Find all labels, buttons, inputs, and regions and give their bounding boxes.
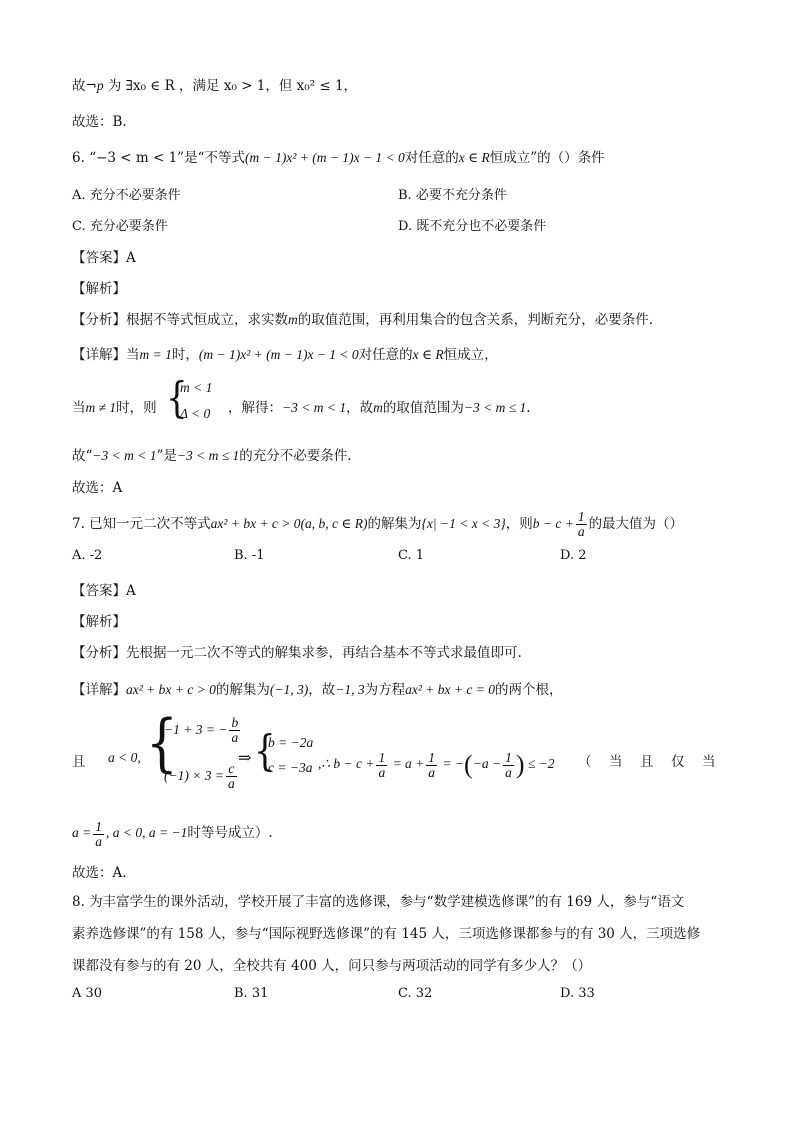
text: ，故 (308, 682, 336, 698)
q6-option-a: A. 充分不必要条件 (72, 188, 181, 203)
q8-option-d: D. 33 (560, 986, 595, 1001)
denominator: a (227, 776, 235, 792)
text: 时， (171, 347, 199, 363)
math: p (96, 78, 104, 93)
text: ，则 (505, 516, 533, 533)
text: 当 (72, 400, 86, 416)
denominator: a (231, 730, 239, 746)
q8-option-c: C. 32 (398, 986, 433, 1001)
text: 为方程 (364, 682, 406, 698)
text: “−3 < m < 1”是“不等式 (89, 150, 245, 166)
math: −1, 3 (335, 682, 365, 697)
denominator: a (577, 524, 585, 540)
text: 的最大值为（） (588, 516, 684, 533)
q7-option-b: B. -1 (234, 548, 265, 563)
text: 的充分不必要条件. (239, 448, 352, 464)
denominator: a (95, 834, 102, 850)
q6-option-d: D. 既不充分也不必要条件 (398, 219, 547, 234)
text: 时，则 (116, 400, 157, 416)
math: m = 1 (139, 347, 172, 362)
math: x ∈ R (458, 150, 490, 165)
q7-choose: 故选：A. (72, 865, 127, 881)
q7-system-eq1 (164, 716, 242, 745)
q8-option-a: A 30 (72, 986, 103, 1001)
text: 故“ (72, 448, 93, 464)
math: ax² + bx + c > 0 (210, 516, 301, 532)
q8-line2: 素养选修课”的有 158 人，参与“国际视野选修课”的有 145 人，三项选修课都参与的有 30 人，三项选修 (72, 926, 701, 942)
math: ≤ −2 (527, 756, 555, 772)
math: (m − 1)x² + (m − 1)x − 1 < 0 (198, 347, 359, 362)
denominator: a (378, 765, 386, 781)
text: ”是 (156, 448, 177, 464)
text: 恒成立， (443, 347, 498, 363)
q6-system-line1: m < 1 (180, 380, 213, 395)
denominator: a (428, 765, 436, 781)
therefore: ,∴ (318, 756, 330, 772)
math: (−1, 3) (269, 682, 309, 697)
text: 【分析】根据不等式恒成立，求实数 (72, 312, 288, 328)
math: (−1) × 3 = (164, 767, 224, 783)
fraction (576, 510, 587, 539)
math: ax² + bx + c > 0 (126, 682, 216, 697)
text: 的取值范围为 (382, 400, 464, 416)
text: 7. 已知一元二次不等式 (72, 516, 211, 533)
line-2: 故选：B. (72, 114, 127, 130)
line-1 (72, 74, 357, 94)
q8-option-b: B. 31 (234, 986, 269, 1001)
q7-system-eq2 (164, 762, 239, 791)
q7-option-c: C. 1 (398, 548, 425, 563)
math: b − c + (333, 756, 375, 772)
q6-stem (72, 146, 605, 166)
q7-option-d: D. 2 (560, 548, 587, 563)
math: −3 < m ≤ 1 (176, 448, 240, 463)
fraction (503, 751, 514, 780)
q7-jiexi: 【解析】 (72, 614, 126, 630)
q7-answer: 【答案】A (72, 583, 136, 599)
denominator: a (505, 765, 512, 781)
numerator: 1 (95, 819, 102, 834)
numerator: 1 (378, 749, 386, 765)
numerator: 1 (428, 749, 436, 765)
math: a = (72, 825, 92, 841)
q6-fenxi (72, 308, 653, 328)
text: ，解得： (228, 400, 282, 416)
text: 【详解】当 (72, 347, 140, 363)
fraction (426, 751, 437, 780)
q6-option-c: C. 充分必要条件 (72, 219, 168, 234)
q7-tail: （ 当 且 仅 当 (578, 754, 718, 770)
q7-result-c: c = −3a (268, 760, 313, 775)
numerator: c (226, 762, 237, 777)
q6-jiexi: 【解析】 (72, 281, 126, 297)
q7-stem (72, 510, 683, 539)
q8-line3: 课都没有参与的有 20 人，全校共有 400 人，问只参与两项活动的同学有多少人？（） (72, 958, 592, 974)
text: 的解集为 (367, 516, 422, 533)
q7-a-lt-0: a < 0, (108, 750, 141, 765)
brace-icon: { (166, 373, 188, 424)
math: x ∈ R (412, 347, 444, 362)
q6-choose: 故选：A (72, 480, 123, 496)
q7-fenxi: 【分析】先根据一元二次不等式的解集求参，再结合基本不等式求最值即可. (72, 645, 522, 661)
q7-qie: 且 (72, 754, 86, 770)
q6-system-line2: Δ < 0 (180, 406, 211, 421)
text: 为 ∃x (103, 78, 141, 94)
q6-answer: 【答案】A (72, 250, 136, 266)
math: −1 + 3 = − (164, 721, 228, 737)
math: (m − 1)x² + (m − 1)x − 1 < 0 (244, 150, 405, 165)
fraction (226, 762, 237, 791)
text: 对任意的 (404, 150, 459, 166)
q6-conclusion (72, 444, 352, 464)
math: , a < 0, a = −1 (106, 825, 188, 841)
brace-icon: { (146, 707, 178, 780)
text: . (526, 400, 531, 416)
text: ∈ R ，满足 x₀ > 1，但 x₀² ≤ 1， (146, 78, 358, 94)
text: 故¬ (72, 78, 97, 94)
fraction (229, 716, 240, 745)
q7-xiangjie (72, 678, 562, 698)
numerator: b (231, 715, 239, 730)
math: {x| −1 < x < 3} (421, 516, 506, 532)
q-number: 6. (72, 150, 85, 166)
fraction (93, 820, 104, 849)
q8-line1: 8. 为丰富学生的课外活动，学校开展了丰富的选修课，参与“数学建模选修课”的有 169 人，参与“语文 (72, 894, 685, 910)
math: −3 < m ≤ 1 (463, 400, 527, 415)
q7-option-a: A. -2 (72, 548, 103, 563)
text: 【详解】 (72, 682, 126, 698)
math: m (288, 312, 298, 327)
math: m ≠ 1 (85, 400, 117, 415)
math: = a + (392, 756, 425, 772)
math: −3 < m < 1 (282, 400, 347, 415)
math: m (373, 400, 383, 415)
q6-case-result (228, 396, 531, 416)
q6-xiangjie (72, 343, 498, 363)
fraction (376, 751, 387, 780)
math: −3 < m < 1 (92, 448, 157, 463)
text: ，故 (346, 400, 374, 416)
text: 的两个根， (494, 682, 563, 698)
q6-option-b: B. 必要不充分条件 (398, 188, 507, 203)
math: (a, b, c ∈ R) (300, 516, 368, 532)
text: 对任意的 (358, 347, 413, 363)
numerator: 1 (577, 509, 585, 524)
numerator: 1 (505, 749, 512, 765)
text: 恒成立”的（）条件 (489, 150, 605, 166)
text: 的解集为 (215, 682, 270, 698)
brace-icon: { (254, 726, 276, 777)
math: −a − (472, 756, 502, 772)
q7-result-b: b = −2a (268, 735, 314, 750)
math: ax² + bx + c = 0 (405, 682, 495, 697)
q6-case-lead (72, 396, 157, 416)
math: = − (442, 756, 465, 772)
math: b − c + (532, 516, 574, 532)
q7-derivation: ,∴ b − c + $\frac{1}{a}$ = a + $\frac{1}{a}$ = −(−a − $\frac{1}{a}$ ) ≤ −2 (318, 749, 555, 781)
text: 时等号成立）. (187, 825, 273, 842)
implies-icon: ⇒ (238, 748, 252, 767)
text: ₀ (140, 78, 147, 94)
text: 的取值范围，再利用集合的包含关系，判断充分，必要条件. (297, 312, 654, 328)
q7-equality (72, 820, 273, 849)
